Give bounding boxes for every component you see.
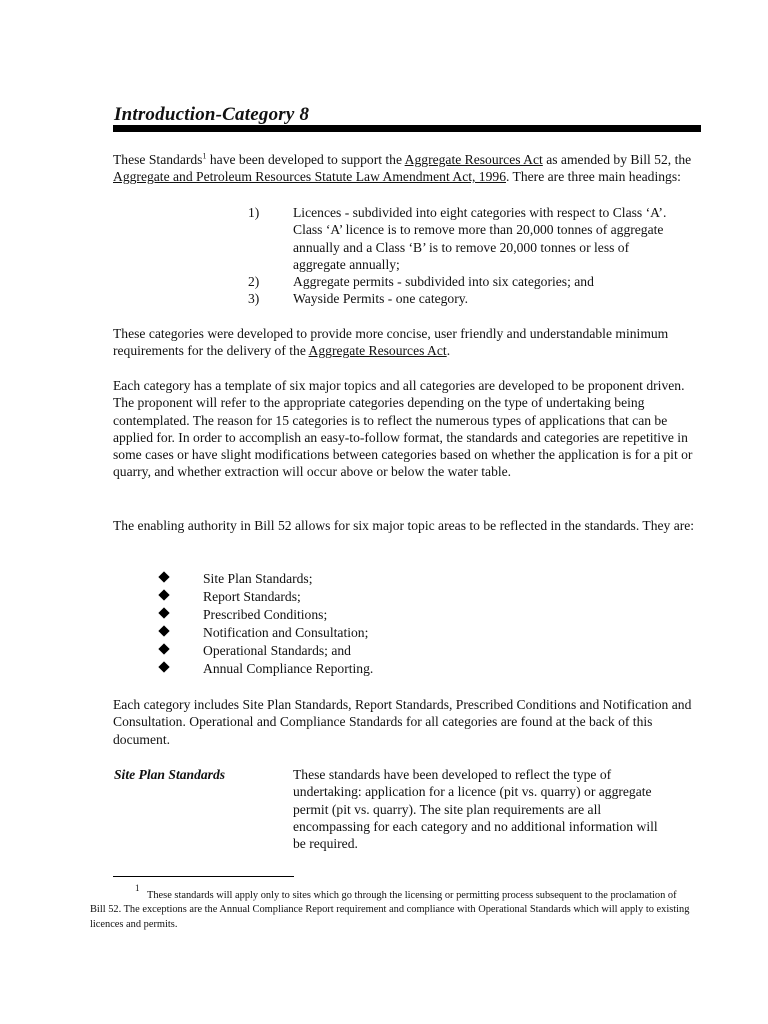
intro-text-1: These Standards bbox=[113, 152, 203, 167]
list-item-line: Aggregate permits - subdivided into six categories; and bbox=[293, 274, 594, 289]
template-paragraph: Each category has a template of six major topics and all categories are developed to be proponent driven. The proponent will refer to the appropriate categories depending on the type of undertaking being contemplated. The reason for 15 categories is to reflect the numerous types of applications that can be applied for. In order to accomplish an easy-to-follow format, the standards and categories are repetitive in some cases or have slight modifications between categories based on whether the application is for a pit or quarry, and whether extraction will occur above or below the water table. bbox=[113, 378, 693, 480]
diamond-bullet-icon bbox=[158, 625, 169, 636]
list-number-3: 3) bbox=[248, 291, 260, 306]
footnote-separator bbox=[113, 876, 294, 877]
diamond-bullet-icon bbox=[158, 589, 169, 600]
section-heading-site-plan: Site Plan Standards bbox=[114, 767, 226, 782]
intro-paragraph bbox=[113, 151, 705, 186]
section-line: encompassing for each category and no additional information will bbox=[293, 818, 658, 834]
diamond-bullet-icon bbox=[158, 607, 169, 618]
list-number-2: 2) bbox=[248, 274, 260, 289]
list-item-line: Licences - subdivided into eight categories with respect to Class ‘A’. bbox=[293, 205, 667, 220]
section-line: undertaking: application for a licence (pit vs. quarry) or aggregate bbox=[293, 784, 652, 800]
categories-paragraph bbox=[113, 325, 705, 360]
page-title: Introduction-Category 8 bbox=[114, 104, 310, 125]
list-item-licences bbox=[293, 204, 705, 273]
intro-text-2: have been developed to support the bbox=[206, 152, 405, 167]
list-item-aggregate-permits bbox=[293, 273, 705, 290]
title-rule bbox=[113, 125, 701, 132]
bullet-item-report: Report Standards; bbox=[203, 589, 301, 604]
act-reference-aggregate-resources: Aggregate Resources Act bbox=[308, 343, 447, 359]
list-item-line: aggregate annually; bbox=[293, 256, 400, 272]
list-item-line: annually and a Class ‘B’ is to remove 20,000 tonnes or less of bbox=[293, 239, 630, 255]
list-item-line: Wayside Permits - one category. bbox=[293, 291, 469, 306]
act-reference-amendment-act: Aggregate and Petroleum Resources Statute Law Amendment Act, 1996 bbox=[113, 169, 506, 185]
bullet-item-prescribed: Prescribed Conditions; bbox=[203, 607, 328, 622]
categories-text: These categories were developed to provide more concise, user friendly and understandable minimum requirements for the delivery of the bbox=[113, 326, 669, 359]
footnote-marker: 1 bbox=[135, 883, 140, 893]
diamond-bullet-icon bbox=[158, 661, 169, 672]
footnote-reference[interactable]: 1 bbox=[202, 151, 207, 161]
list-item-wayside-permits bbox=[293, 290, 705, 307]
list-number-1: 1) bbox=[248, 205, 260, 220]
section-body-site-plan bbox=[293, 766, 701, 852]
list-item-line: Class ‘A’ licence is to remove more than 20,000 tonnes of aggregate bbox=[293, 222, 664, 238]
categories-text-end: . bbox=[446, 343, 451, 359]
bullet-item-operational: Operational Standards; and bbox=[203, 643, 351, 658]
section-line: permit (pit vs. quarry). The site plan requirements are all bbox=[293, 801, 602, 817]
diamond-bullet-icon bbox=[158, 643, 169, 654]
enabling-authority-paragraph: The enabling authority in Bill 52 allows for six major topic areas to be reflected in the standards. They are: bbox=[113, 518, 695, 533]
bullet-item-annual-compliance: Annual Compliance Reporting. bbox=[203, 661, 374, 676]
footnote-text: These standards will apply only to sites which go through the licensing or permitting process subsequent to the proclamation of Bill 52. The exceptions are the Annual Compliance Report requirement and compliance with Operational Standards which will apply to existing licences and permits. bbox=[90, 890, 690, 930]
bullet-item-notification: Notification and Consultation; bbox=[203, 625, 369, 640]
intro-text-4: . There are three main headings: bbox=[506, 169, 681, 185]
section-line: These standards have been developed to reflect the type of bbox=[293, 767, 612, 782]
diamond-bullet-icon bbox=[158, 571, 169, 582]
each-category-paragraph: Each category includes Site Plan Standards, Report Standards, Prescribed Conditions and Notification and Consultation. Operational and Compliance Standards for all categories are found at the back of this document. bbox=[113, 697, 692, 747]
bullet-item-site-plan: Site Plan Standards; bbox=[203, 571, 313, 586]
section-line: be required. bbox=[293, 836, 358, 852]
act-reference-aggregate-resources: Aggregate Resources Act bbox=[404, 152, 543, 167]
intro-text-3: as amended by Bill 52, the bbox=[542, 152, 692, 167]
